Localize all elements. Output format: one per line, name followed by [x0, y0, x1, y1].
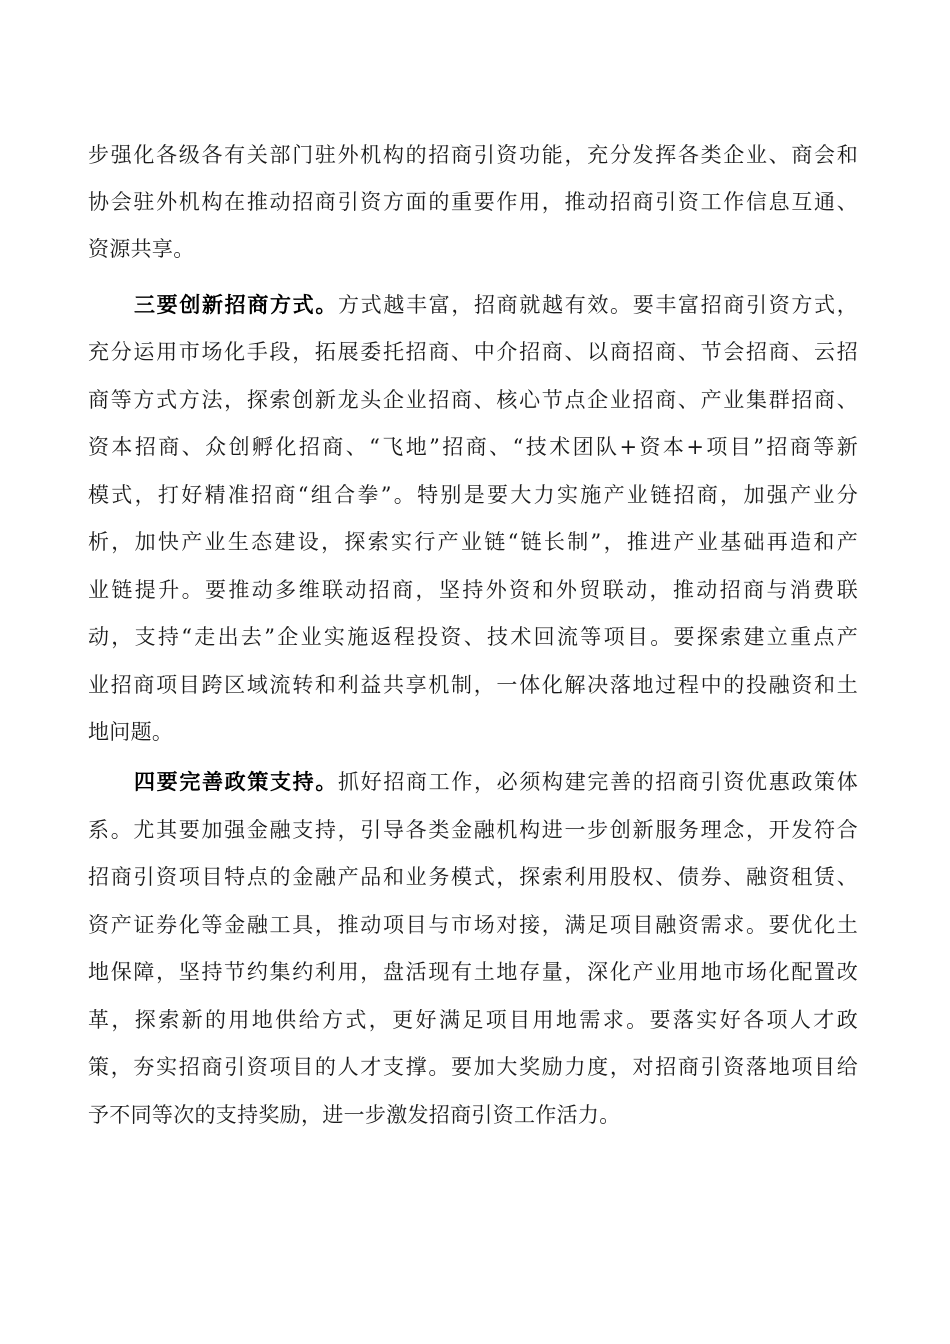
paragraph-line: 资产证券化等金融工具，推动项目与市场对接，满足项目融资需求。要优化土 [88, 913, 858, 937]
paragraph-line: 步强化各级各有关部门驻外机构的招商引资功能，充分发挥各类企业、商会和 [88, 143, 858, 167]
paragraph-text: 方式越丰富，招商就越有效。要丰富招商引资方式， [338, 293, 858, 317]
paragraph-line: 析，加快产业生态建设，探索实行产业链“链长制”，推进产业基础再造和产 [88, 530, 858, 554]
paragraph-first-line [134, 283, 858, 327]
paragraph-line: 地保障，坚持节约集约利用，盘活现有土地存量，深化产业用地市场化配置改 [88, 960, 858, 984]
paragraph-line: 资本招商、众创孵化招商、“飞地”招商、“技术团队+资本+项目”招商等新 [88, 435, 858, 459]
paragraph-first-line [134, 760, 858, 804]
paragraph-line: 招商引资项目特点的金融产品和业务模式，探索利用股权、债券、融资租赁、 [88, 865, 858, 889]
paragraph-line: 商等方式方法，探索创新龙头企业招商、核心节点企业招商、产业集群招商、 [88, 388, 858, 412]
paragraph-line: 系。尤其要加强金融支持，引导各类金融机构进一步创新服务理念，开发符合 [88, 818, 858, 842]
paragraph-line: 协会驻外机构在推动招商引资方面的重要作用，推动招商引资工作信息互通、 [88, 190, 858, 214]
paragraph-line: 策，夯实招商引资项目的人才支撑。要加大奖励力度，对招商引资落地项目给 [88, 1055, 858, 1079]
section-heading: 三要创新招商方式。 [134, 293, 339, 317]
paragraph-text: 抓好招商工作，必须构建完善的招商引资优惠政策体 [338, 770, 858, 794]
paragraph-line: 地问题。 [88, 720, 174, 744]
paragraph-line: 动，支持“走出去”企业实施返程投资、技术回流等项目。要探索建立重点产 [88, 625, 858, 649]
paragraph-line: 业招商项目跨区域流转和利益共享机制，一体化解决落地过程中的投融资和土 [88, 673, 858, 697]
section-heading: 四要完善政策支持。 [134, 770, 339, 794]
paragraph-line: 革，探索新的用地供给方式，更好满足项目用地需求。要落实好各项人才政 [88, 1008, 858, 1032]
paragraph-line: 模式，打好精准招商“组合拳”。特别是要大力实施产业链招商，加强产业分 [88, 483, 858, 507]
paragraph-line: 充分运用市场化手段，拓展委托招商、中介招商、以商招商、节会招商、云招 [88, 340, 858, 364]
paragraph-line: 资源共享。 [88, 237, 195, 261]
paragraph-line: 予不同等次的支持奖励，进一步激发招商引资工作活力。 [88, 1103, 621, 1127]
paragraph-line: 业链提升。要推动多维联动招商，坚持外资和外贸联动，推动招商与消费联 [88, 578, 858, 602]
